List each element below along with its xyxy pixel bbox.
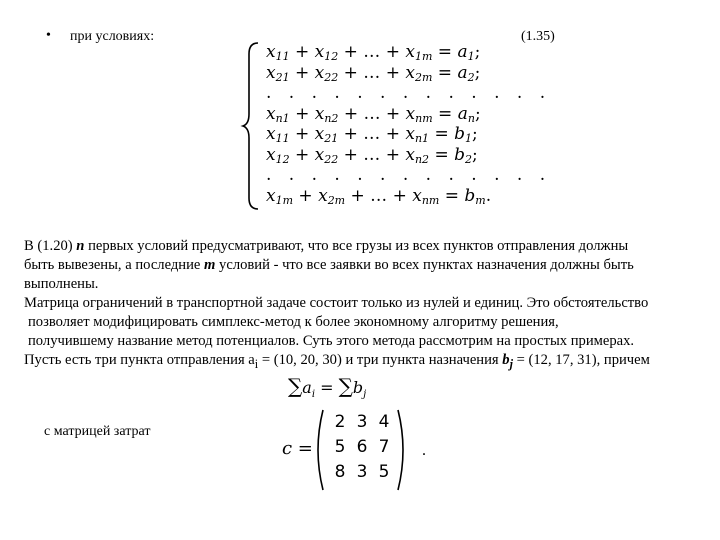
equals-sign: = — [320, 378, 334, 397]
matrix-cell: 8 — [334, 462, 346, 482]
constraint-system — [240, 40, 552, 212]
cost-matrix — [270, 408, 440, 492]
text-run: = (10, 20, 30) и три пункта назначения — [258, 352, 503, 368]
matrix-end-mark: . — [422, 442, 426, 459]
text-run: быть вывезены, а последние — [24, 257, 205, 273]
constraint-dots: . . . . . . . . . . . . . — [266, 83, 552, 103]
matrix-cell: 3 — [356, 412, 368, 432]
text-run: Пусть есть три пункта отправления a — [24, 352, 255, 368]
para-line — [24, 351, 714, 374]
sum-formula — [288, 374, 366, 400]
text-run: условий - что все заявки во всех пунктах назначения должны быть — [215, 257, 634, 273]
left-paren — [310, 408, 326, 492]
matrix-cell: 5 — [378, 462, 390, 482]
math-var: b — [352, 378, 364, 397]
constraint-dots: . . . . . . . . . . . . . — [266, 165, 552, 185]
constraint-equation: $x_{11} + x_{12}$ + … + $x_{1m} = a_1$; — [266, 42, 481, 63]
para-line: позволяет модифицировать симплекс-метод к более экономному алгоритму решения, — [28, 314, 559, 330]
math-var: b — [502, 352, 510, 368]
matrix-cell: 3 — [356, 462, 368, 482]
matrix-cell: 4 — [378, 412, 390, 432]
math-sub: i — [311, 389, 316, 401]
constraint-equation: $x_{21} + x_{22}$ + … + $x_{2m} = a_2$; — [266, 62, 481, 84]
para-line: Матрица ограничений в транспортной задаче состоит только из нулей и единиц. Это обстоятельство — [24, 295, 649, 311]
sigma-symbol: ∑ — [338, 374, 353, 398]
para-line: получившему название метод потенциалов. Суть этого метода рассмотрим на простых примерах. — [28, 333, 635, 349]
cost-matrix-label: с матрицей затрат — [44, 424, 151, 439]
intro-label: при условиях: — [70, 29, 155, 44]
constraint-equation: $x_{12} + x_{22}$ + … + $x_{n2} = b_2$; — [266, 144, 478, 166]
math-sub: i — [254, 356, 259, 371]
text-run: = (12, 17, 31), причем — [512, 352, 650, 368]
body-paragraph — [24, 237, 714, 374]
matrix-cell: 2 — [334, 412, 346, 432]
text-run: В (1.20) — [24, 238, 77, 254]
math-var: m — [204, 257, 216, 273]
math-var: n — [76, 238, 85, 254]
matrix-cell: 5 — [334, 437, 346, 457]
matrix-cell: 6 — [356, 437, 368, 457]
para-line — [24, 256, 714, 275]
constraint-equation: $x_{11} + x_{21}$ + … + $x_{n1} = b_1$; — [266, 124, 478, 145]
math-var: a — [302, 378, 312, 397]
para-line — [24, 237, 714, 256]
math-sub: j — [509, 356, 513, 371]
list-bullet: • — [46, 28, 51, 43]
text-run: первых условий предусматривают, что все грузы из всех пунктов отправления должны — [84, 238, 629, 254]
constraint-equation: $x_{1m} + x_{2m}$ + … + $x_{nm} = b_m$. — [266, 185, 492, 207]
equation-number: (1.35) — [521, 29, 555, 44]
para-line: выполнены. — [24, 276, 99, 292]
matrix-symbol: c = — [282, 438, 313, 459]
left-brace — [240, 40, 264, 212]
right-paren — [395, 408, 411, 492]
math-sub: j — [363, 389, 367, 401]
constraint-equation: $x_{n1} + x_{n2}$ + … + $x_{nm} = a_n$; — [266, 103, 481, 125]
matrix-cell: 7 — [378, 437, 390, 457]
sigma-symbol: ∑ — [288, 374, 303, 398]
